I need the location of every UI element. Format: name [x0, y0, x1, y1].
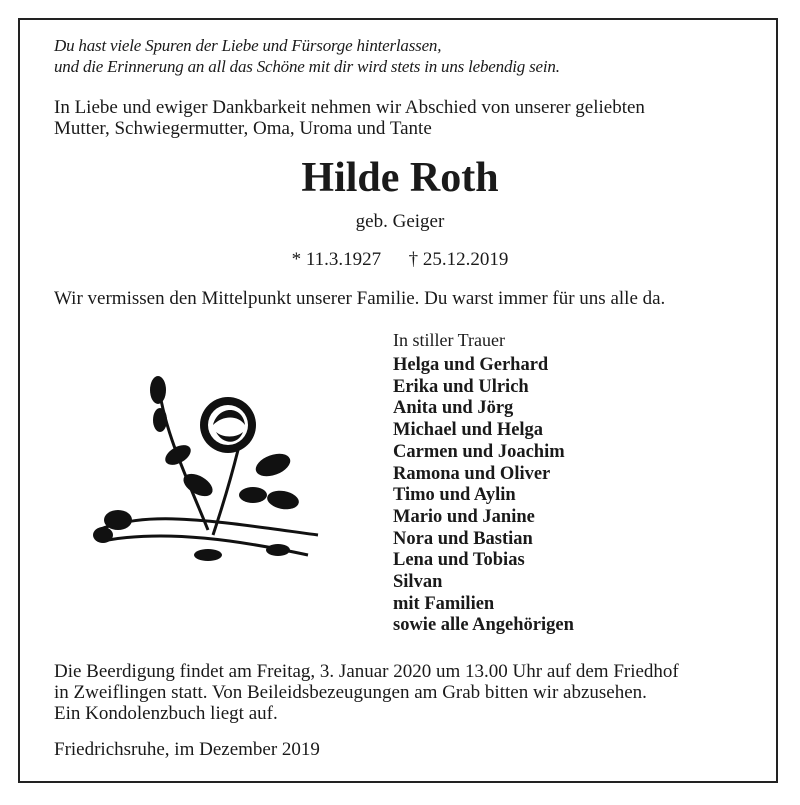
mourning-heading: In stiller Trauer — [393, 330, 505, 350]
funeral-line-2: in Zweiflingen statt. Von Beileidsbezeugungen am Grab bitten wir abzusehen. — [54, 682, 647, 703]
mourner: Nora und Bastian — [393, 528, 533, 549]
mourner: Michael und Helga — [393, 420, 544, 441]
maiden-name: geb. Geiger — [355, 211, 445, 232]
funeral-line-3: Ein Kondolenzbuch liegt auf. — [54, 703, 278, 724]
intro-line-2: Mutter, Schwiegermutter, Oma, Uroma und Tante — [54, 118, 432, 139]
poem-line-1: Du hast viele Spuren der Liebe und Fürsorge hinterlassen, — [54, 36, 442, 55]
tribute-text: Wir vermissen den Mittelpunkt unserer Familie. Du warst immer für uns alle da. — [54, 288, 666, 309]
mourner: Silvan — [393, 572, 443, 593]
mourner: mit Familien — [393, 593, 495, 614]
rose-illustration — [88, 370, 328, 580]
mourner: Mario und Janine — [393, 506, 535, 527]
mourner: Erika und Ulrich — [393, 376, 529, 397]
intro-line-1: In Liebe und ewiger Dankbarkeit nehmen wir Abschied von unserer geliebten — [54, 97, 645, 118]
mourner: Helga und Gerhard — [393, 355, 549, 375]
life-dates — [0, 249, 800, 271]
deceased-name: Hilde Roth — [301, 155, 499, 201]
mourner: Ramona und Oliver — [393, 463, 551, 484]
mourners-list — [393, 355, 574, 637]
place-date: Friedrichsruhe, im Dezember 2019 — [54, 739, 320, 760]
mourner: Anita und Jörg — [393, 398, 514, 419]
funeral-line-1: Die Beerdigung findet am Freitag, 3. Januar 2020 um 13.00 Uhr auf dem Friedhof — [54, 661, 679, 682]
death-date: † 25.12.2019 — [408, 249, 509, 270]
poem-line-2: und die Erinnerung an all das Schöne mit dir wird stets in uns lebendig sein. — [54, 57, 560, 76]
mourner: sowie alle Angehörigen — [393, 615, 574, 636]
mourner: Carmen und Joachim — [393, 441, 565, 462]
mourner: Timo und Aylin — [393, 485, 516, 506]
birth-date: * 11.3.1927 — [291, 249, 382, 270]
mourner: Lena und Tobias — [393, 550, 525, 571]
